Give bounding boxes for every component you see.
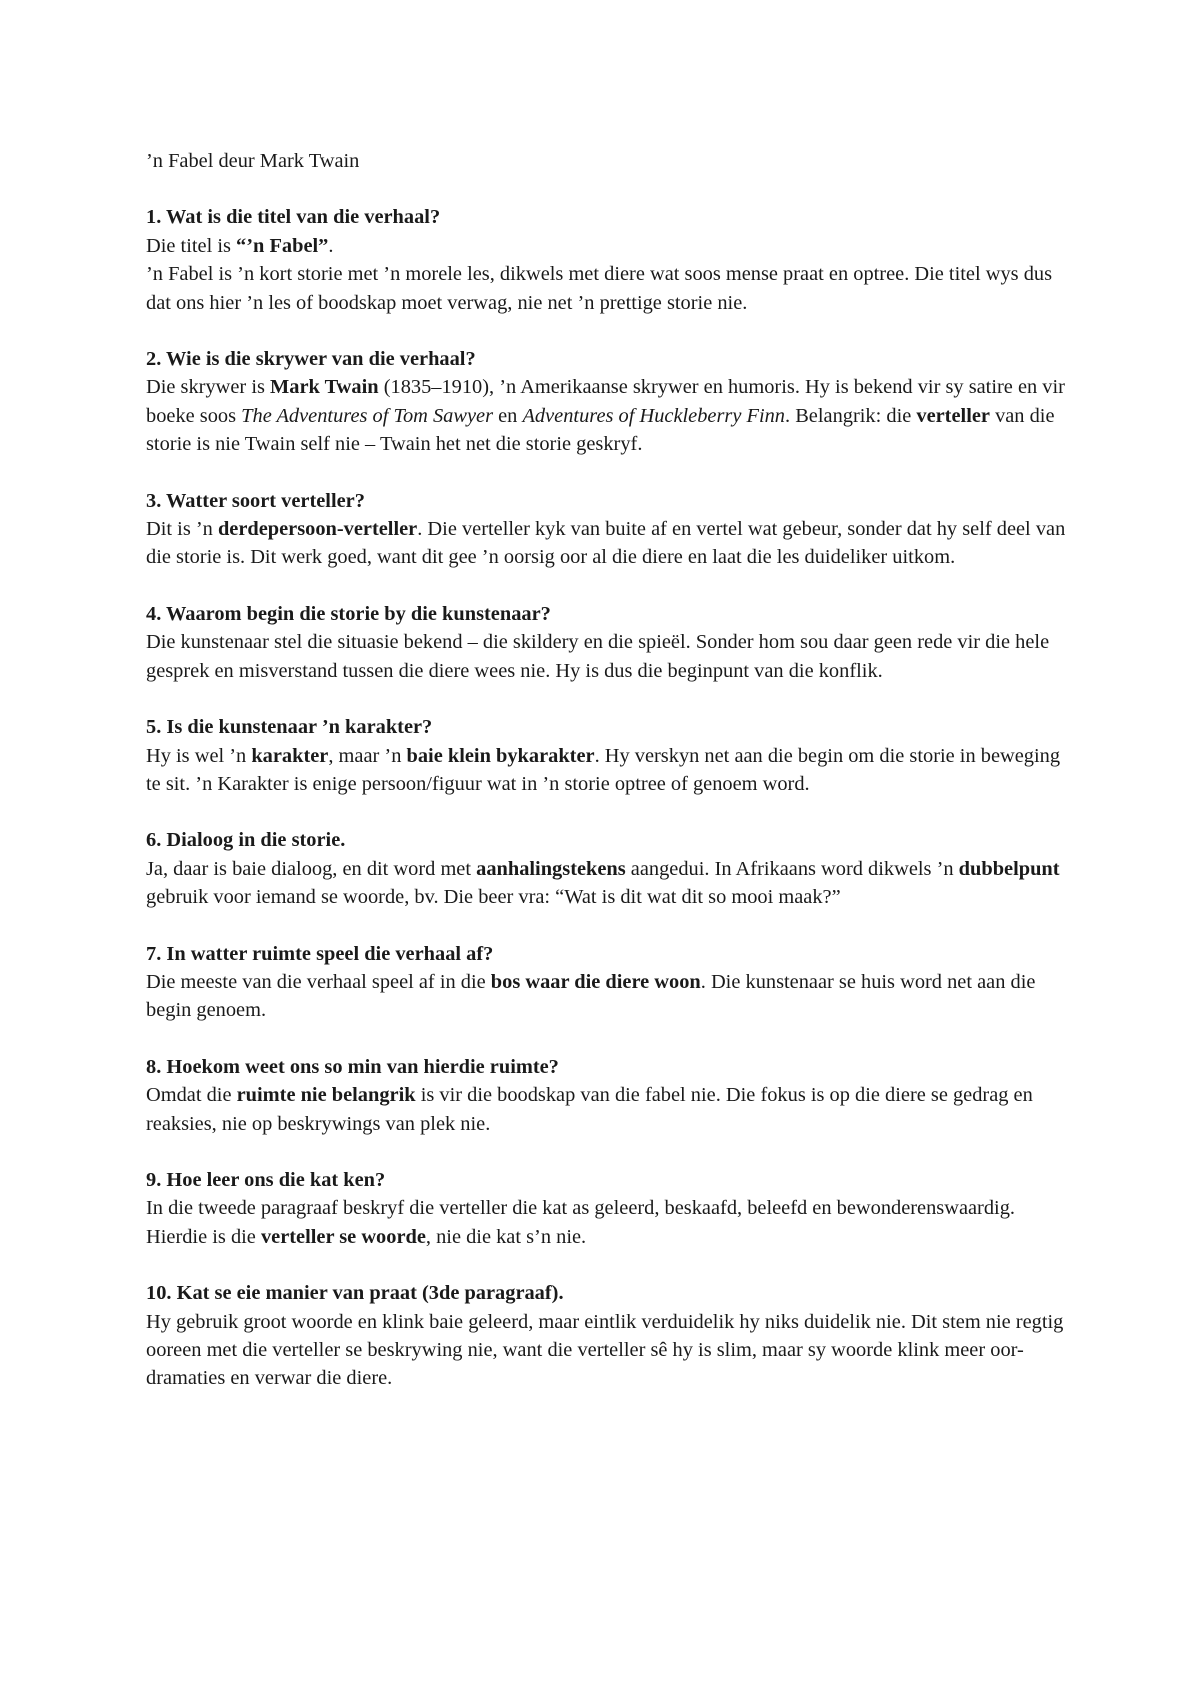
question-1: 1. Wat is die titel van die verhaal? [146,206,441,229]
qa-block-1 [146,203,1066,317]
question-6: 6. Dialoog in die storie. [146,829,346,852]
document-page [146,147,1066,1421]
answer-bold: bos waar die diere woon [490,970,701,993]
qa-block-5 [146,713,1066,798]
question-5: 5. Is die kunstenaar ’n karakter? [146,716,433,739]
answer-text: is vir die boodskap van die fabel nie. Die fokus is op die diere se gedrag en reaksies, nie op beskrywings van plek nie. [146,1084,1033,1135]
answer-9 [146,1194,1066,1251]
answer-text: In die tweede paragraaf beskryf die verteller die kat as geleerd, beskaafd, beleefd en bewonderenswaardig. Hierdie is die [146,1197,1016,1248]
answer-text: Hy is wel ’n [146,744,252,767]
qa-block-3 [146,487,1066,572]
qa-block-4 [146,600,1066,685]
answer-8 [146,1081,1066,1138]
answer-1-line-1 [146,232,1066,260]
answer-bold: derdepersoon-verteller [217,518,418,541]
question-7: 7. In watter ruimte speel die verhaal af? [146,942,494,965]
answer-2 [146,373,1066,458]
answer-text: . Die verteller kyk van buite af en vertel wat gebeur, sonder dat hy self deel van die storie is. Dit werk goed, want dit gee ’n oorsig oor al die diere en laat die les duideliker uitkom. [146,518,1066,569]
answer-5 [146,742,1066,799]
answer-text: gebruik voor iemand se woorde, bv. Die beer vra: “Wat is dit wat dit so mooi maak?” [146,886,841,909]
answer-bold: karakter [251,744,329,767]
answer-text: . [328,234,334,257]
question-10: 10. Kat se eie manier van praat (3de paragraaf). [146,1282,564,1305]
answer-bold: aanhalingstekens [476,857,626,880]
qa-block-9 [146,1166,1066,1251]
answer-text: aangedui. In Afrikaans word dikwels ’n [625,857,959,880]
author-name: Mark Twain [270,376,379,399]
answer-text: en [493,404,523,427]
book-title: The Adventures of Tom Sawyer [241,404,494,427]
question-2: 2. Wie is die skrywer van die verhaal? [146,348,476,371]
answer-text: Die meeste van die verhaal speel af in die [146,970,491,993]
answer-10: Hy gebruik groot woorde en klink baie geleerd, maar eintlik verduidelik hy niks duidelik nie. Dit stem nie regtig ooreen met die verteller se beskrywing nie, want die verteller sê hy is slim, maar sy woorde klink meer oor-dramaties en verwar die diere. [146,1310,1064,1390]
question-4: 4. Waarom begin die storie by die kunstenaar? [146,602,551,625]
answer-text: , nie die kat s’n nie. [425,1225,587,1248]
answer-text: (1835–1910), ’n Amerikaanse skrywer en humoris. Hy is bekend vir sy satire en vir boeke soos [146,376,1065,427]
answer-text: , maar ’n [328,744,407,767]
answer-text: . Hy verskyn net aan die begin om die storie in beweging te sit. ’n Karakter is enige persoon/figuur wat in ’n storie optree of genoem word. [146,744,1061,795]
answer-bold: verteller [916,404,990,427]
answer-6 [146,855,1066,912]
answer-text: Ja, daar is baie dialoog, en dit word met [146,857,477,880]
question-3: 3. Watter soort verteller? [146,489,365,512]
answer-text: Die skrywer is [146,376,271,399]
answer-3 [146,515,1066,572]
answer-text: . Die kunstenaar se huis word net aan die begin genoem. [146,970,1036,1022]
question-8: 8. Hoekom weet ons so min van hierdie ruimte? [146,1055,559,1078]
question-9: 9. Hoe leer ons die kat ken? [146,1168,386,1191]
answer-bold: “’n Fabel” [236,234,329,257]
answer-text: Omdat die [146,1084,237,1107]
answer-bold: ruimte nie belangrik [236,1084,416,1107]
answer-bold: verteller se woorde [260,1225,426,1248]
qa-block-6 [146,826,1066,911]
qa-block-7 [146,940,1066,1025]
qa-block-2 [146,345,1066,459]
answer-4: Die kunstenaar stel die situasie bekend – die skildery en die spieël. Sonder hom sou daar geen rede vir die hele gesprek en misverstand tussen die diere wees nie. Hy is dus die beginpunt van die konflik. [146,631,1050,682]
qa-block-8 [146,1053,1066,1138]
answer-text: . Belangrik: die [785,404,917,427]
qa-block-10 [146,1279,1066,1393]
answer-bold: dubbelpunt [958,857,1060,880]
answer-text: Die titel is [146,234,237,257]
answer-7 [146,968,1066,1025]
document-title: ’n Fabel deur Mark Twain [146,150,360,172]
answer-bold: baie klein bykarakter [406,744,595,767]
book-title: Adventures of Huckleberry Finn [522,404,786,427]
answer-1-line-2: ’n Fabel is ’n kort storie met ’n morele les, dikwels met diere wat soos mense praat en optree. Die titel wys dus dat ons hier ’n les of boodskap moet verwag, nie net ’n prettige storie nie. [146,263,1053,314]
answer-text: van die storie is nie Twain self nie – Twain het net die storie geskryf. [146,404,1055,456]
answer-1 [146,232,1066,317]
answer-text: Dit is ’n [146,518,218,541]
